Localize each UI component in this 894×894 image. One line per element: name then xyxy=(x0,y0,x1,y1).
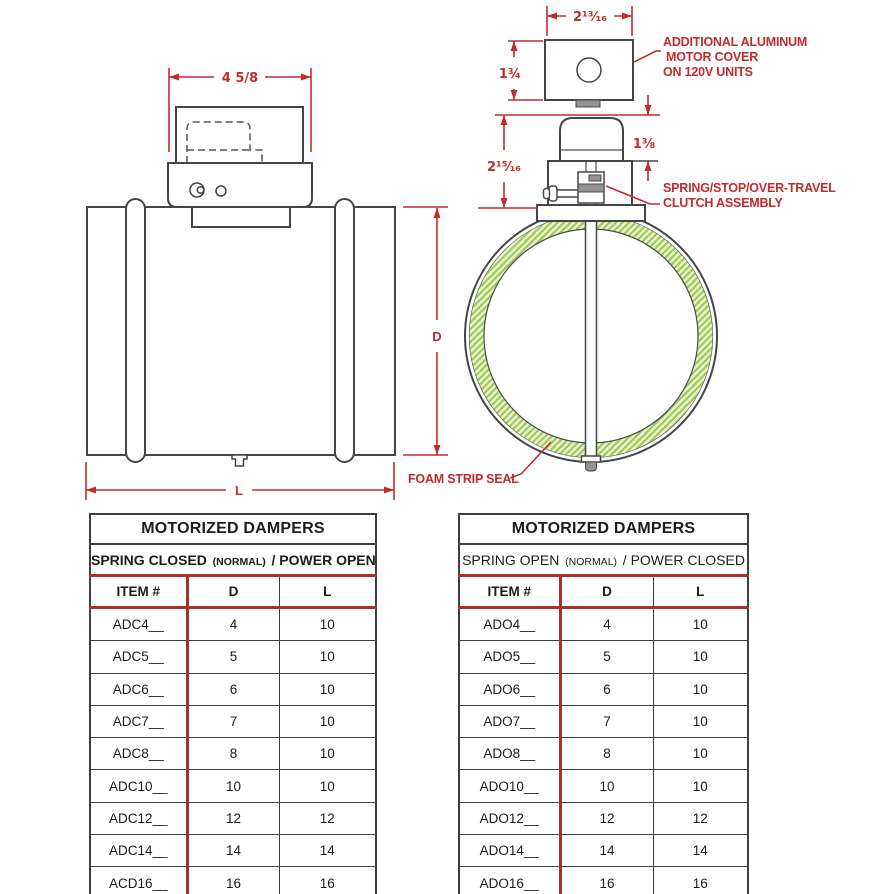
header-d: D xyxy=(187,576,279,608)
shaft-bottom-cap xyxy=(582,456,601,462)
dim-length: L xyxy=(235,483,243,498)
cell-l: 12 xyxy=(653,802,748,834)
cell-item: ACD16__ xyxy=(90,867,187,894)
mounting-plate-front xyxy=(537,205,645,221)
cell-l: 10 xyxy=(692,617,708,633)
cover-note-line2: MOTOR COVER xyxy=(666,50,759,64)
cell-item: ADC5__ xyxy=(90,641,187,673)
cell-d: 4 xyxy=(187,608,279,641)
dim-diameter: D xyxy=(432,329,442,344)
header-l: L xyxy=(653,576,748,608)
table-row xyxy=(90,641,376,673)
table-row xyxy=(90,608,376,641)
cover-note-leader xyxy=(634,51,661,62)
dim-assembly-height: 2¹⁵⁄₁₆ xyxy=(487,160,521,175)
table-row xyxy=(90,738,376,770)
cell-item: ADC6__ xyxy=(90,673,187,705)
subtitle-suffix: / POWER OPEN xyxy=(271,551,376,568)
table-row xyxy=(459,802,748,834)
table-subtitle xyxy=(90,544,376,576)
cell-item: ADO10__ xyxy=(459,770,560,802)
front-view xyxy=(465,40,717,471)
cell-l: 10 xyxy=(279,738,376,770)
cell-d: 5 xyxy=(560,641,653,673)
housing-hole xyxy=(216,186,226,196)
subtitle-prefix: SPRING OPEN xyxy=(462,551,560,568)
cell-l: 10 xyxy=(653,641,748,673)
actuator-motor xyxy=(560,118,623,161)
cell-l: 16 xyxy=(653,867,748,894)
cell-l: 14 xyxy=(279,835,376,867)
aluminum-cover-box xyxy=(545,40,633,100)
cell-d: 12 xyxy=(560,802,653,834)
actuator-housing-side xyxy=(168,163,312,207)
mounting-plate-side xyxy=(192,207,290,227)
cell-l: 10 xyxy=(653,705,748,737)
cell-d: 6 xyxy=(560,673,653,705)
cell-d: 4 xyxy=(560,608,653,641)
clutch-band xyxy=(578,184,604,192)
cell-item: ADC4__ xyxy=(90,608,187,641)
table-row xyxy=(90,705,376,737)
cell-l: 14 xyxy=(653,835,748,867)
bead-left xyxy=(126,199,145,462)
table-row xyxy=(459,835,748,867)
cell-item: ADO12__ xyxy=(459,802,560,834)
cell-item: ADO7__ xyxy=(459,705,560,737)
cell-d: 16 xyxy=(187,867,279,894)
table-row xyxy=(459,867,748,894)
cell-d: 5 xyxy=(187,641,279,673)
bottom-bushing-side xyxy=(232,455,247,466)
cell-item: ADO6__ xyxy=(459,673,560,705)
table-row xyxy=(90,835,376,867)
table-title: MOTORIZED DAMPERS xyxy=(90,514,376,544)
subtitle-prefix: SPRING CLOSED xyxy=(91,551,207,568)
spring-open-table xyxy=(458,513,749,894)
cell-item: ADO4__ xyxy=(459,608,560,641)
cell-l: 10 xyxy=(279,641,376,673)
dim-cover-height: 1¾ xyxy=(498,67,522,82)
cell-l: 10 xyxy=(279,673,376,705)
dim-cover-width: 2¹³⁄₁₆ xyxy=(573,10,607,25)
cell-l: 10 xyxy=(319,617,335,633)
table-row xyxy=(90,867,376,894)
cover-tab xyxy=(576,100,600,107)
cover-note-line3: ON 120V UNITS xyxy=(663,65,753,79)
clutch-pin-cap xyxy=(544,189,550,199)
foam-strip-seal-label: FOAM STRIP SEAL xyxy=(408,472,519,486)
cell-l: 10 xyxy=(653,770,748,802)
table-row xyxy=(459,738,748,770)
table-row xyxy=(459,673,748,705)
cell-item: ADO5__ xyxy=(459,641,560,673)
cover-note-line1: ADDITIONAL ALUMINUM xyxy=(663,35,808,49)
header-item: ITEM # xyxy=(90,576,187,608)
dim-motor-height: 1⅜ xyxy=(632,137,656,152)
cell-item: ADC14__ xyxy=(90,835,187,867)
cell-l: 10 xyxy=(279,705,376,737)
table-row xyxy=(459,770,748,802)
table-row xyxy=(459,641,748,673)
cell-l: 10 xyxy=(279,770,376,802)
cell-item: ADC7__ xyxy=(90,705,187,737)
clutch-tab xyxy=(589,175,601,181)
cell-item: ADO14__ xyxy=(459,835,560,867)
cell-d: 12 xyxy=(187,802,279,834)
cell-l: 12 xyxy=(279,802,376,834)
table-row xyxy=(459,608,748,641)
bead-right xyxy=(335,199,354,462)
cell-l: 16 xyxy=(279,867,376,894)
cell-l: 10 xyxy=(653,738,748,770)
dim-cover-width-side: 4 5/8 xyxy=(221,71,259,86)
table-row xyxy=(459,705,748,737)
cell-item: ADC12__ xyxy=(90,802,187,834)
cell-d: 8 xyxy=(187,738,279,770)
header-l: L xyxy=(279,576,376,608)
cell-d: 8 xyxy=(560,738,653,770)
cell-d: 10 xyxy=(187,770,279,802)
cell-d: 16 xyxy=(560,867,653,894)
cell-l: 10 xyxy=(653,673,748,705)
table-row xyxy=(90,673,376,705)
side-view xyxy=(87,107,395,466)
cell-d: 14 xyxy=(560,835,653,867)
subtitle-normal-note: (NORMAL) xyxy=(212,555,266,568)
subtitle-normal-note: (NORMAL) xyxy=(565,555,618,568)
cell-d: 6 xyxy=(187,673,279,705)
subtitle-suffix: / POWER CLOSED xyxy=(622,551,745,568)
cell-d: 7 xyxy=(187,705,279,737)
cell-item: ADO8__ xyxy=(459,738,560,770)
cell-d: 14 xyxy=(187,835,279,867)
damper-shaft-fill xyxy=(586,206,597,457)
clutch-note-line2: CLUTCH ASSEMBLY xyxy=(663,196,783,210)
cell-item: ADO16__ xyxy=(459,867,560,894)
cell-item: ADC10__ xyxy=(90,770,187,802)
table-row xyxy=(90,802,376,834)
cell-d: 10 xyxy=(560,770,653,802)
header-item: ITEM # xyxy=(459,576,560,608)
spring-closed-table xyxy=(89,513,377,894)
header-d: D xyxy=(560,576,653,608)
table-row xyxy=(90,770,376,802)
cell-d: 7 xyxy=(560,705,653,737)
table-title: MOTORIZED DAMPERS xyxy=(459,514,748,544)
table-subtitle xyxy=(459,544,748,576)
clutch-note-line1: SPRING/STOP/OVER-TRAVEL xyxy=(663,181,836,195)
shaft-bottom-nipple xyxy=(586,462,597,471)
cell-item: ADC8__ xyxy=(90,738,187,770)
motor-cover-box-side xyxy=(176,107,303,163)
